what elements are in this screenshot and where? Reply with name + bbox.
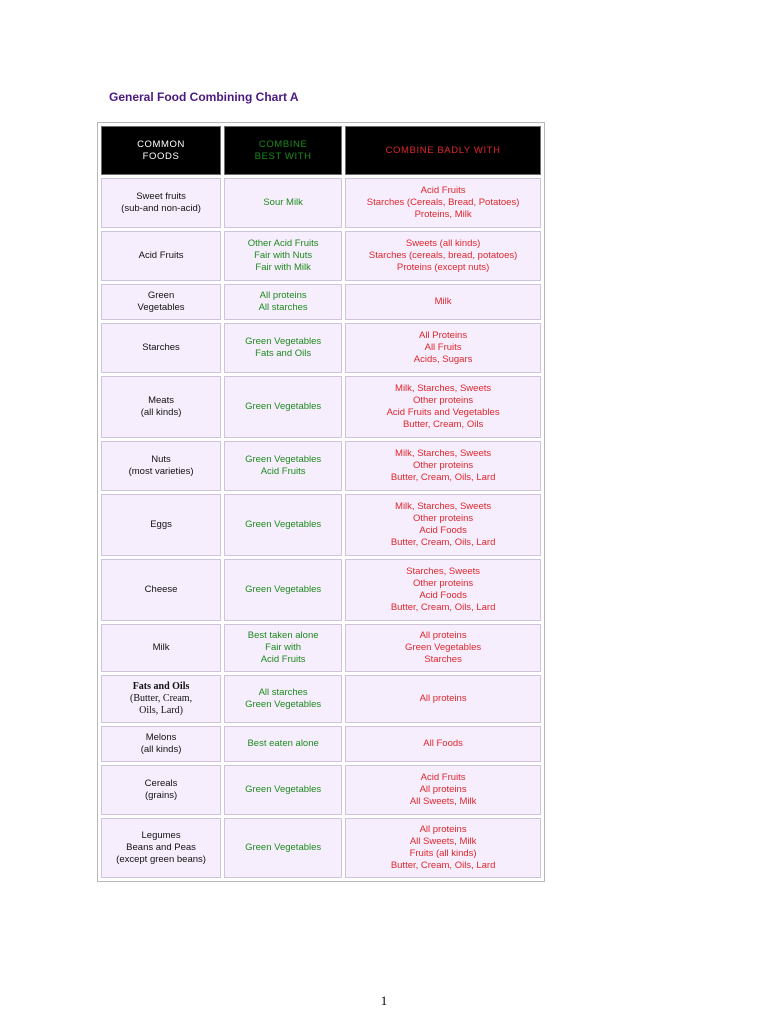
cell-line: Cereals (144, 778, 178, 789)
cell-line: Milk (434, 296, 452, 307)
cell-line: Milk, Starches, Sweets (395, 501, 492, 512)
cell-line: Green (147, 290, 175, 301)
cell-line: Other proteins (412, 578, 474, 589)
cell-line: Starches (142, 342, 180, 353)
cell-line: (most varieties) (128, 466, 194, 477)
cell-line: Fats and Oils (132, 681, 190, 692)
cell-line: Acid Fruits (260, 466, 306, 477)
table-row (101, 494, 541, 556)
header-row (101, 126, 541, 175)
combine-badly-cell (345, 178, 541, 228)
cell-line: Green Vegetables (245, 454, 322, 465)
cell-line: All Proteins (419, 330, 468, 341)
cell-line: All Sweets, Milk (409, 836, 477, 847)
cell-line: Acid Fruits (138, 250, 184, 261)
cell-line: Other Acid Fruits (247, 238, 319, 249)
cell-line: Acid Fruits (420, 772, 466, 783)
cell-line: Proteins, Milk (414, 209, 472, 220)
cell-line: Butter, Cream, Oils, Lard (390, 537, 496, 548)
cell-line: Fair with Milk (255, 262, 311, 273)
cell-line: Starches, Sweets (406, 566, 481, 577)
cell-line: Butter, Cream, Oils, Lard (390, 860, 496, 871)
cell-line: Milk, Starches, Sweets (395, 448, 492, 459)
food-cell (101, 323, 221, 373)
combine-badly-cell (345, 624, 541, 672)
cell-line: (Butter, Cream, (130, 693, 193, 704)
cell-line: Starches (Cereals, Bread, Potatoes) (366, 197, 520, 208)
cell-line: Green Vegetables (245, 519, 322, 530)
cell-line: All Foods (423, 738, 463, 749)
cell-line: All proteins (419, 784, 467, 795)
cell-line: Green Vegetables (245, 784, 322, 795)
cell-line: Nuts (151, 454, 171, 465)
combine-badly-cell (345, 284, 541, 320)
cell-line: (all kinds) (140, 407, 182, 418)
combine-badly-cell (345, 675, 541, 723)
table-row (101, 284, 541, 320)
table-row (101, 675, 541, 723)
food-cell (101, 441, 221, 491)
cell-line: Best taken alone (247, 630, 319, 641)
combine-best-cell (224, 494, 342, 556)
food-cell (101, 624, 221, 672)
cell-line: Eggs (150, 519, 172, 530)
combine-badly-cell (345, 559, 541, 621)
table-row (101, 624, 541, 672)
food-cell (101, 494, 221, 556)
cell-line: Oils, Lard) (139, 705, 183, 716)
cell-line: Vegetables (137, 302, 185, 313)
table-row (101, 323, 541, 373)
cell-line: Green Vegetables (245, 699, 322, 710)
cell-line: (except green beans) (116, 854, 206, 865)
cell-line: Beans and Peas (126, 842, 196, 853)
food-cell (101, 376, 221, 438)
combine-best-cell (224, 231, 342, 281)
cell-line: All starches (258, 687, 308, 698)
table-row (101, 726, 541, 762)
cell-line: Acids, Sugars (413, 354, 473, 365)
cell-line: All Sweets, Milk (409, 796, 477, 807)
cell-line: Green Vegetables (245, 401, 322, 412)
food-cell (101, 726, 221, 762)
cell-line: Fair with Nuts (254, 250, 313, 261)
cell-line: Other proteins (412, 513, 474, 524)
combine-badly-cell (345, 765, 541, 815)
cell-line: All Fruits (424, 342, 462, 353)
cell-line: Sour Milk (263, 197, 303, 208)
food-cell (101, 284, 221, 320)
cell-line: Proteins (except nuts) (396, 262, 490, 273)
page-number: 1 (380, 993, 388, 1008)
cell-line: Acid Fruits (420, 185, 466, 196)
combine-best-cell (224, 559, 342, 621)
combine-best-cell (224, 675, 342, 723)
cell-line: Acid Fruits (260, 654, 306, 665)
cell-line: Cheese (144, 584, 178, 595)
table (98, 123, 544, 881)
cell-line: Butter, Cream, Oils (402, 419, 484, 430)
cell-line: Starches (cereals, bread, potatoes) (368, 250, 518, 261)
food-cell (101, 231, 221, 281)
cell-line: Green Vegetables (245, 584, 322, 595)
table-row (101, 559, 541, 621)
cell-line: Green Vegetables (245, 336, 322, 347)
table-row (101, 231, 541, 281)
cell-line: Butter, Cream, Oils, Lard (390, 602, 496, 613)
combine-badly-cell (345, 441, 541, 491)
combine-best-cell (224, 284, 342, 320)
table-row (101, 818, 541, 878)
combine-badly-cell (345, 231, 541, 281)
cell-line: (all kinds) (140, 744, 182, 755)
cell-line: Fair with (265, 642, 302, 653)
cell-line: Milk (152, 642, 170, 653)
cell-line: Fats and Oils (255, 348, 312, 359)
header-combine-badly: COMBINE BADLY WITH (345, 126, 541, 175)
combine-badly-cell (345, 323, 541, 373)
cell-line: All proteins (419, 824, 467, 835)
food-combining-table (97, 122, 545, 882)
cell-line: Starches (424, 654, 462, 665)
food-cell (101, 559, 221, 621)
cell-line: Sweets (all kinds) (405, 238, 481, 249)
combine-best-cell (224, 178, 342, 228)
cell-line: (grains) (144, 790, 178, 801)
cell-line: Melons (145, 732, 177, 743)
cell-line: Legumes (141, 830, 181, 841)
combine-badly-cell (345, 818, 541, 878)
combine-best-cell (224, 818, 342, 878)
table-row (101, 441, 541, 491)
cell-line: All proteins (419, 630, 467, 641)
combine-best-cell (224, 765, 342, 815)
cell-line: Milk, Starches, Sweets (395, 383, 492, 394)
cell-line: Acid Foods (419, 590, 467, 601)
cell-line: Fruits (all kinds) (409, 848, 477, 859)
cell-line: Other proteins (412, 460, 474, 471)
combine-best-cell (224, 441, 342, 491)
cell-line: (sub-and non-acid) (121, 203, 201, 214)
combine-badly-cell (345, 494, 541, 556)
chart-title: General Food Combining Chart A (109, 90, 299, 104)
food-cell (101, 818, 221, 878)
combine-badly-cell (345, 376, 541, 438)
cell-line: Green Vegetables (245, 842, 322, 853)
cell-line: Sweet fruits (136, 191, 186, 202)
food-cell (101, 765, 221, 815)
table-row (101, 178, 541, 228)
food-cell (101, 675, 221, 723)
cell-line: Meats (148, 395, 174, 406)
cell-line: Other proteins (412, 395, 474, 406)
table-row (101, 765, 541, 815)
combine-best-cell (224, 726, 342, 762)
food-cell (101, 178, 221, 228)
combine-best-cell (224, 323, 342, 373)
combine-badly-cell (345, 726, 541, 762)
cell-line: Acid Fruits and Vegetables (386, 407, 500, 418)
cell-line: Acid Foods (419, 525, 467, 536)
cell-line: Butter, Cream, Oils, Lard (390, 472, 496, 483)
combine-best-cell (224, 376, 342, 438)
cell-line: Green Vegetables (405, 642, 482, 653)
header-combine-best: COMBINE BEST WITH (224, 126, 342, 175)
cell-line: All proteins (259, 290, 307, 301)
table-row (101, 376, 541, 438)
cell-line: All proteins (419, 693, 467, 704)
cell-line: Best eaten alone (247, 738, 319, 749)
cell-line: All starches (258, 302, 308, 313)
header-common-foods: COMMON FOODS (101, 126, 221, 175)
combine-best-cell (224, 624, 342, 672)
